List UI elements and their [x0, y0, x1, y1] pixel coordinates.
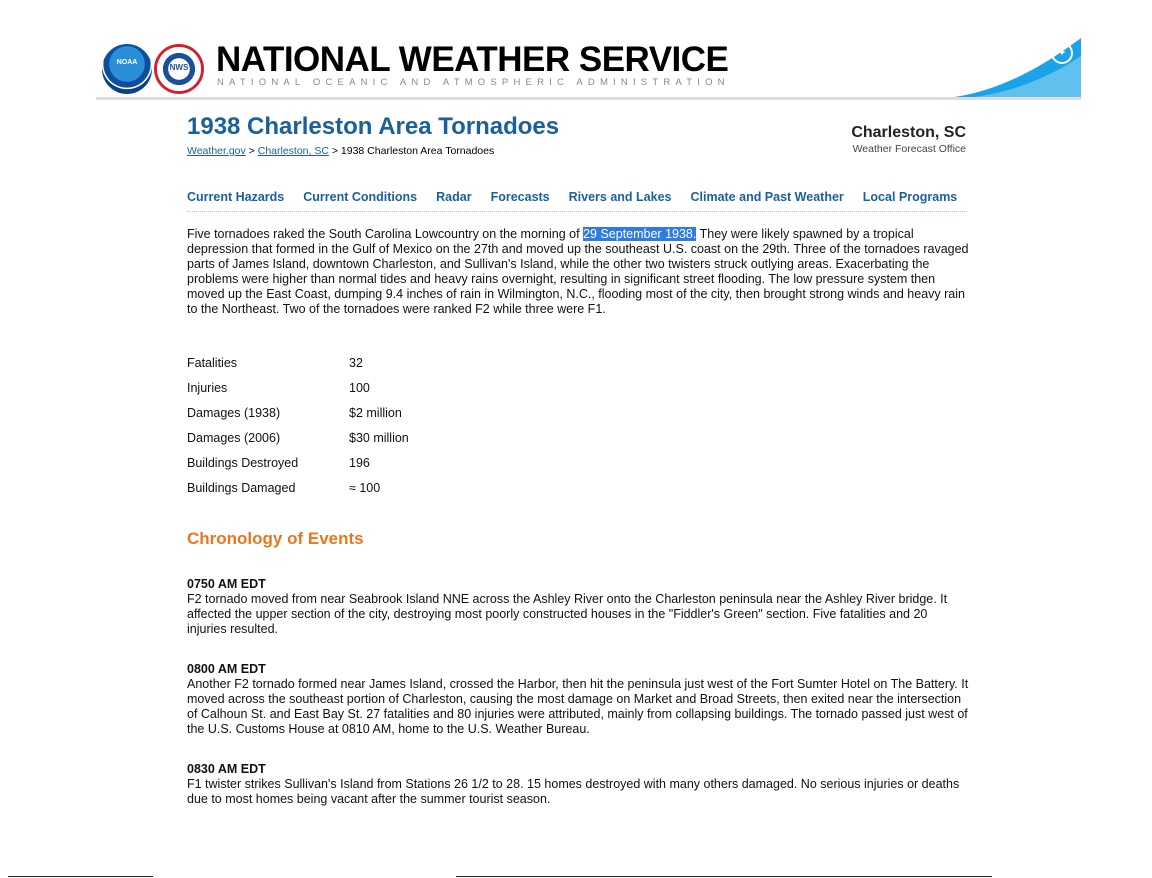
- header-divider: [96, 97, 1081, 100]
- storm-stats-table: [187, 350, 409, 500]
- chronology-event: [187, 577, 969, 637]
- event-description: F1 twister strikes Sullivan's Island from Stations 26 1/2 to 28. 15 homes destroyed with many others damaged. No serious injuries or deaths due to most homes being vacant after the summer tourist season.: [187, 777, 960, 806]
- office-name: Charleston, SC: [851, 124, 966, 141]
- header-swoosh: [946, 38, 1081, 98]
- nav-climate-and-past-weather[interactable]: Climate and Past Weather: [690, 190, 844, 204]
- event-time: 0830 AM EDT: [187, 762, 266, 776]
- intro-text-after: They were likely spawned by a tropical depression that formed in the Gulf of Mexico on the 27th and moved up the southeast U.S. coast on the 29th. Three of the tornadoes ravaged parts of James Island, downtown Charleston, and Sullivan's Island, while the other two twisters struck outlying areas. Exacerbating the problems were higher than normal tides and heavy rains overnight, resulting in significant street flooding. The low pressure system then moved up the East Coast, dumping 9.4 inches of rain in Wilmington, N.C., flooding most of the city, then brought strong winds and heavy rain to the Northeast. Two of the tornadoes were ranked F2 while three were F1.: [187, 227, 969, 316]
- office-type: Weather Forecast Office: [852, 143, 966, 155]
- nav-rivers-and-lakes[interactable]: Rivers and Lakes: [568, 190, 672, 204]
- stat-label: Injuries: [187, 380, 228, 395]
- table-row: [187, 375, 409, 400]
- main-nav: [187, 190, 976, 204]
- footer-divider: [8, 876, 153, 877]
- nws-logo[interactable]: [154, 44, 204, 94]
- site-subtitle: NATIONAL OCEANIC AND ATMOSPHERIC ADMINISTRATION: [217, 77, 730, 88]
- chronology-heading: Chronology of Events: [187, 529, 364, 548]
- stat-label: Damages (1938): [187, 405, 281, 420]
- breadcrumb-current: 1938 Charleston Area Tornadoes: [340, 145, 495, 157]
- event-description: Another F2 tornado formed near James Island, crossed the Harbor, then hit the peninsula just west of the Fort Sumter Hotel on The Battery. It moved across the southeast portion of Charleston, causing the most damage on Market and Broad Streets, then exited near the intersection of Calhoun St. and East Bay St. 27 fatalities and 80 injuries were attributed, mainly from collapsing buildings. The tornado passed just west of the U.S. Customs House at 0810 AM, home to the U.S. Weather Bureau.: [187, 677, 969, 736]
- site-header: [96, 38, 1081, 100]
- nav-forecasts[interactable]: Forecasts: [490, 190, 550, 204]
- nav-current-conditions[interactable]: Current Conditions: [303, 190, 418, 204]
- nav-radar[interactable]: Radar: [436, 190, 472, 204]
- table-row: [187, 425, 409, 450]
- breadcrumb: [187, 145, 494, 157]
- table-row: [187, 450, 409, 475]
- chronology-event: [187, 662, 969, 737]
- table-row: [187, 475, 409, 500]
- nav-divider: [187, 211, 967, 212]
- table-row: [187, 400, 409, 425]
- breadcrumb-separator: >: [328, 145, 341, 157]
- stat-label: Damages (2006): [187, 430, 281, 445]
- stat-value: 196: [349, 455, 370, 470]
- stat-value: $30 million: [349, 430, 409, 445]
- stat-value: 100: [349, 380, 370, 395]
- page-title: 1938 Charleston Area Tornadoes: [187, 113, 560, 140]
- stat-label: Buildings Damaged: [187, 480, 296, 495]
- event-description: F2 tornado moved from near Seabrook Island NNE across the Ashley River onto the Charleston peninsula near the Ashley River bridge. It affected the upper section of the city, destroying most poorly constructed houses in the "Fiddler's Green" section. Five fatalities and 20 injuries resulted.: [187, 592, 948, 636]
- stat-value: 32: [349, 355, 363, 370]
- chronology-event: [187, 762, 969, 807]
- nws-logo-text: NWS: [169, 63, 189, 72]
- table-row: [187, 350, 409, 375]
- breadcrumb-office-link[interactable]: Charleston, SC: [257, 145, 329, 157]
- breadcrumb-separator: >: [245, 145, 258, 157]
- noaa-logo[interactable]: [102, 44, 152, 94]
- nav-local-programs[interactable]: Local Programs: [862, 190, 958, 204]
- selected-date-text[interactable]: 29 September 1938.: [583, 227, 697, 241]
- noaa-logo-text: NOAA: [116, 59, 138, 66]
- nav-current-hazards[interactable]: Current Hazards: [187, 190, 285, 204]
- footer-divider: [456, 876, 992, 877]
- intro-paragraph: [187, 227, 969, 317]
- intro-text-before: Five tornadoes raked the South Carolina Lowcountry on the morning of: [187, 227, 584, 241]
- stat-value: $2 million: [349, 405, 402, 420]
- stat-label: Buildings Destroyed: [187, 455, 299, 470]
- breadcrumb-home-link[interactable]: Weather.gov: [187, 145, 246, 157]
- site-title[interactable]: NATIONAL WEATHER SERVICE: [216, 40, 729, 79]
- event-time: 0800 AM EDT: [187, 662, 266, 676]
- event-time: 0750 AM EDT: [187, 577, 266, 591]
- commerce-seal-icon[interactable]: ✦: [1051, 42, 1073, 64]
- stat-label: Fatalities: [187, 355, 238, 370]
- stat-value: ≈ 100: [349, 480, 381, 495]
